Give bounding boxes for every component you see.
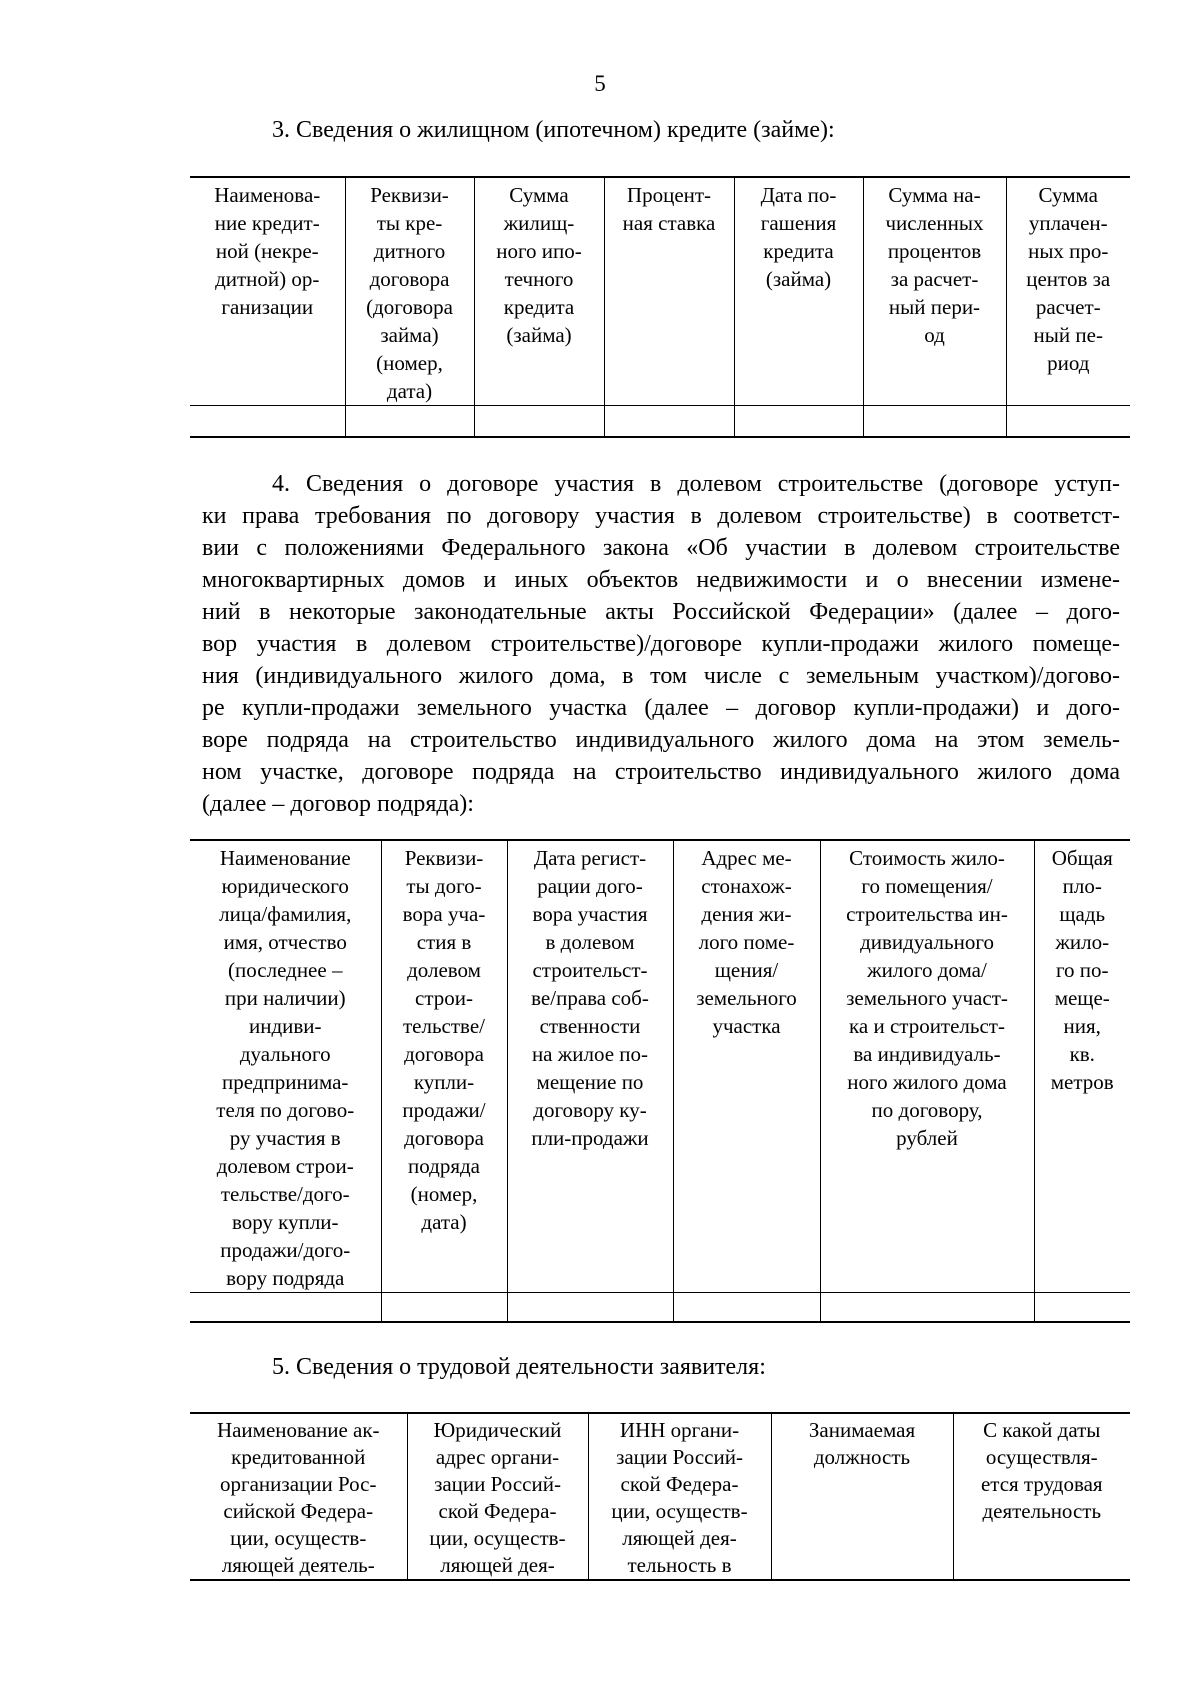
table-header-row <box>190 177 1130 406</box>
shared-construction-contract-table <box>190 839 1130 1323</box>
column-header-paid-interest: Сумма уплачен- ных про- центов за расчет- ный пе- риод <box>1006 177 1130 406</box>
table-cell[interactable] <box>673 1293 820 1323</box>
column-header-accrued-interest: Сумма на- численных процентов за расчет- ный пери- од <box>863 177 1006 406</box>
column-header-credit-amount: Сумма жилищ- ного ипо- течного кредита (займа) <box>474 177 604 406</box>
paragraph-line: ре купли-продажи земельного участка (далее – договор купли-продажи) и дого- <box>202 695 1120 721</box>
paragraph-line: вор участия в долевом строительстве)/договоре купли-продажи жилого помеще- <box>202 631 1120 657</box>
column-header-contract-details: Реквизи- ты дого- вора уча- стия в долевом строи- тельстве/ договора купли- продажи/ договора подряда (номер, дата) <box>381 840 507 1293</box>
table-cell[interactable] <box>1006 406 1130 438</box>
table-cell[interactable] <box>1034 1293 1130 1323</box>
paragraph-line: воре подряда на строительство индивидуального жилого дома на этом земель- <box>202 727 1120 753</box>
column-header-contract-details: Реквизи- ты кре- дитного договора (договора займа) (номер, дата) <box>345 177 474 406</box>
table-cell[interactable] <box>190 406 345 438</box>
column-header-interest-rate: Процент- ная ставка <box>604 177 734 406</box>
table-cell[interactable] <box>820 1293 1034 1323</box>
column-header-position: Занимаемая должность <box>771 1413 953 1580</box>
column-header-property-address: Адрес ме- стонахож- дения жи- лого поме- щения/ земельного участка <box>673 840 820 1293</box>
column-header-total-area: Общая пло- щадь жило- го по- меще- ния, кв. метров <box>1034 840 1130 1293</box>
table-row-empty <box>190 406 1130 438</box>
paragraph-line: ки права требования по договору участия в долевом строительстве) в соответст- <box>202 503 1120 529</box>
column-header-developer-name: Наименование юридического лица/фамилия, имя, отчество (последнее – при наличии) индиви- дуального предпринима- теля по догово- ру участия в долевом строи- тельстве/дого- вору купли- продажи/дого- вору подряда <box>190 840 381 1293</box>
column-header-lender-name: Наименова- ние кредит- ной (некре- дитной) ор- ганизации <box>190 177 345 406</box>
table-cell[interactable] <box>345 406 474 438</box>
table-cell[interactable] <box>734 406 863 438</box>
table-row-empty <box>190 1293 1130 1323</box>
table-cell[interactable] <box>190 1293 381 1323</box>
column-header-organization-name: Наименование ак- кредитованной организации Рос- сийской Федера- ции, осуществ- ляющей деятель- <box>190 1413 407 1580</box>
table-header-row <box>190 1413 1130 1580</box>
table-header-row <box>190 840 1130 1293</box>
section-5-heading: 5. Сведения о трудовой деятельности заявителя: <box>272 1354 766 1380</box>
column-header-employment-start: С какой даты осуществля- ется трудовая деятельность <box>953 1413 1130 1580</box>
section-4-paragraph <box>202 468 1120 820</box>
employment-table <box>190 1412 1130 1581</box>
paragraph-line: вии с положениями Федерального закона «Об участии в долевом строительстве <box>202 535 1120 561</box>
table-cell[interactable] <box>604 406 734 438</box>
column-header-repayment-date: Дата по- гашения кредита (займа) <box>734 177 863 406</box>
table-cell[interactable] <box>474 406 604 438</box>
column-header-registration-date: Дата регист- рации дого- вора участия в долевом строительст- ве/права соб- ственности на жилое по- мещение по договору ку- пли-продажи <box>507 840 673 1293</box>
paragraph-line: ний в некоторые законодательные акты Российской Федерации» (далее – дого- <box>202 599 1120 625</box>
paragraph-line: многоквартирных домов и иных объектов недвижимости и о внесении измене- <box>202 567 1120 593</box>
paragraph-line: (далее – договор подряда): <box>202 791 474 817</box>
table-cell[interactable] <box>381 1293 507 1323</box>
page-number: 5 <box>594 71 606 96</box>
column-header-inn: ИНН органи- зации Россий- ской Федера- ции, осуществ- ляющей дея- тельность в <box>588 1413 771 1580</box>
paragraph-line: ния (индивидуального жилого дома, в том числе с земельным участком)/догово- <box>202 663 1120 689</box>
table-cell[interactable] <box>507 1293 673 1323</box>
column-header-property-cost: Стоимость жило- го помещения/ строительства ин- дивидуального жилого дома/ земельного участ- ка и строительст- ва индивидуаль- ного жилого дома по договору, рублей <box>820 840 1034 1293</box>
paragraph-line: 4. Сведения о договоре участия в долевом строительстве (договоре уступ- <box>272 471 1120 497</box>
section-3-heading: 3. Сведения о жилищном (ипотечном) кредите (займе): <box>272 117 835 143</box>
mortgage-credit-table <box>190 176 1130 438</box>
column-header-legal-address: Юридический адрес органи- зации Россий- ской Федера- ции, осуществ- ляющей дея- <box>407 1413 588 1580</box>
table-cell[interactable] <box>863 406 1006 438</box>
paragraph-line: ном участке, договоре подряда на строительство индивидуального жилого дома <box>202 759 1120 785</box>
